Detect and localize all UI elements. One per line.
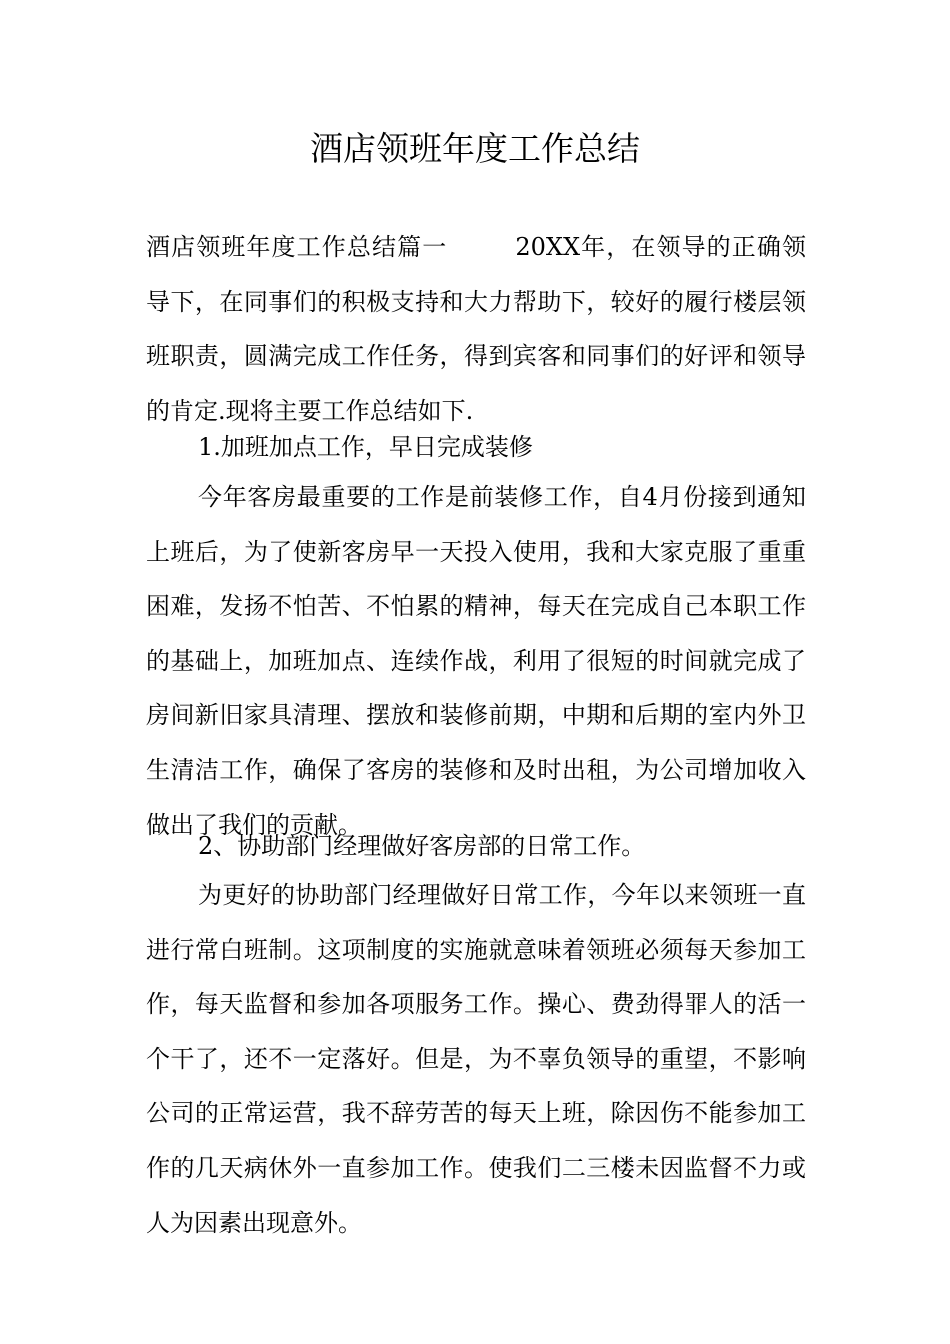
section-paragraph-1: 今年客房最重要的工作是前装修工作，自4月份接到通知上班后，为了使新客房早一天投入使用，我和大家克服了重重困难，发扬不怕苦、不怕累的精神，每天在完成自己本职工作的基础上，加班加点、连续作战，利用了很短的时间就完成了房间新旧家具清理、摆放和装修前期，中期和后期的室内外卫生清洁工作，确保了客房的装修和及时出租，为公司增加收入做出了我们的贡献。 xyxy=(146,483,806,839)
intro-text: 20XX年，在领导的正确领导下，在同事们的积极支持和大力帮助下，较好的履行楼层领班职责，圆满完成工作任务，得到宾客和同事们的好评和领导的肯定.现将主要工作总结如下. xyxy=(146,233,807,425)
section-heading-1: 1.加班加点工作，早日完成装修 xyxy=(198,433,533,461)
section-heading-2: 2、协助部门经理做好客房部的日常工作。 xyxy=(198,832,646,860)
intro-paragraph xyxy=(146,220,806,438)
intro-label: 酒店领班年度工作总结篇一 xyxy=(146,233,448,261)
section-paragraph-2: 为更好的协助部门经理做好日常工作，今年以来领班一直进行常白班制。这项制度的实施就意味着领班必须每天参加工作，每天监督和参加各项服务工作。操心、费劲得罪人的活一个干了，还不一定落好。但是，为不辜负领导的重望，不影响公司的正常运营，我不辞劳苦的每天上班，除因伤不能参加工作的几天病休外一直参加工作。使我们二三楼未因监督不力或人为因素出现意外。 xyxy=(146,881,806,1237)
document-title: 酒店领班年度工作总结 xyxy=(310,129,640,168)
